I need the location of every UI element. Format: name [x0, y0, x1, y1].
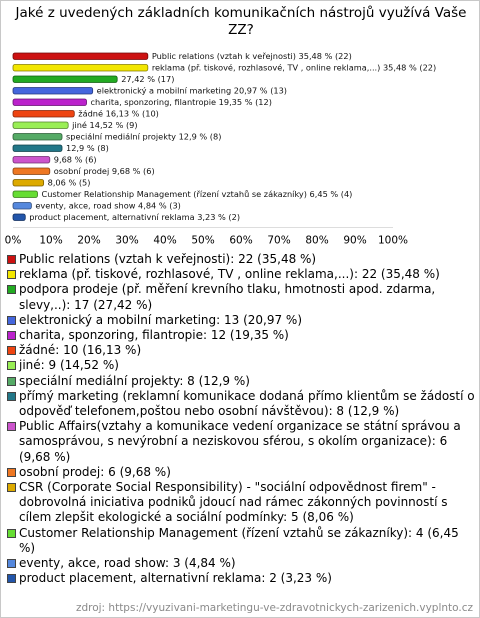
- bar-label-6: žádné 16,13 % (10): [78, 108, 159, 119]
- legend-swatch: [7, 255, 16, 264]
- x-axis: [5, 228, 408, 247]
- bar-10: [13, 157, 50, 164]
- bar-6: [13, 111, 74, 118]
- legend-label: podpora prodeje (př. měření krevního tlaku, hmotnosti apod. zdarma, slevy,..): 17 (27,42 %): [19, 282, 436, 312]
- bar-3: [13, 76, 117, 83]
- legend-swatch: [7, 270, 16, 279]
- legend-swatch: [7, 285, 16, 294]
- legend-swatch: [7, 316, 16, 325]
- bar-12: [13, 180, 44, 187]
- bar-label-12: 8,06 % (5): [47, 177, 91, 188]
- legend-label: Public relations (vztah k veřejnosti): 22 (35,48 %): [19, 252, 317, 266]
- source-note: zdroj: https://vyuzivani-marketingu-ve-zdravotnickych-zarizenich.vyplnto.cz: [75, 602, 473, 614]
- bar-label-10: 9,68 % (6): [53, 154, 97, 165]
- legend-item: [7, 556, 477, 571]
- bar-1: [13, 53, 148, 60]
- legend-label: Customer Relationship Management (řízení vztahů se zákazníky): 4 (6,45 %): [19, 525, 459, 555]
- chart-title: Jaké z uvedených základních komunikačních nástrojů využívá Vaše ZZ?: [15, 5, 467, 38]
- legend-item: [7, 374, 477, 389]
- legend-label: jiné: 9 (14,52 %): [19, 358, 119, 373]
- bar-5: [13, 99, 87, 106]
- legend-item: [7, 313, 477, 328]
- bar-label-9: 12,9 % (8): [66, 143, 109, 153]
- legend-swatch: [7, 331, 16, 340]
- legend-swatch: [7, 483, 16, 492]
- bar-8: [13, 134, 62, 141]
- x-tick-label: 40%: [153, 234, 177, 247]
- legend-label: elektronický a mobilní marketing: 13 (20,97 %): [19, 312, 302, 327]
- x-tick-label: 50%: [191, 234, 215, 247]
- x-tick-label: 60%: [229, 234, 253, 247]
- legend-item: [7, 252, 477, 267]
- legend-swatch: [7, 346, 16, 355]
- x-tick-label: 100%: [377, 234, 409, 247]
- bar-9: [13, 145, 62, 152]
- legend-swatch: [7, 392, 16, 401]
- legend-label: charita, sponzoring, filantropie: 12 (19,35 %): [19, 328, 289, 343]
- bar-label-1: Public relations (vztah k veřejnosti) 35,48 % (22): [151, 51, 352, 61]
- legend-swatch: [7, 529, 16, 538]
- bar-label-13: Customer Relationship Management (řízení vztahů se zákazníky) 6,45 % (4): [41, 189, 353, 199]
- bar-7: [13, 122, 68, 129]
- bar-label-4: elektronický a mobilní marketing 20,97 % (13): [96, 85, 288, 96]
- legend-item: [7, 328, 477, 343]
- legend-item: [7, 480, 477, 526]
- legend-item: [7, 571, 477, 586]
- x-tick-label: 70%: [267, 234, 291, 247]
- legend-label: přímý marketing (reklamní komunikace dodaná přímo klientům se žádostí o odpověď telefonem,poštou nebo osobní návštěvou): 8 (12,9 %): [19, 388, 475, 419]
- legend-swatch: [7, 574, 16, 583]
- legend: [7, 252, 477, 586]
- legend-swatch: [7, 361, 16, 370]
- legend-swatch: [7, 468, 16, 477]
- bar-11: [13, 168, 50, 175]
- x-tick-label: 20%: [77, 234, 101, 247]
- legend-label: product placement, alternativní reklama: 2 (3,23 %): [19, 571, 332, 586]
- legend-item: [7, 343, 477, 358]
- legend-label: CSR (Corporate Social Responsibility) - "sociální odpovědnost firem" - dobrovolná iniciativa podniků jdoucí nad rámec zákonných povinností s cílem zlepšit ekologické a sociální podmínky: 5 (8,06 %): [19, 480, 448, 525]
- x-tick-label: 10%: [39, 234, 63, 247]
- bar-15: [13, 214, 25, 221]
- bar-chart: [1, 49, 480, 247]
- legend-swatch: [7, 377, 16, 386]
- bar-2: [13, 65, 148, 72]
- legend-item: [7, 358, 477, 373]
- legend-label: žádné: 10 (16,13 %): [19, 343, 142, 358]
- x-tick-label: 80%: [305, 234, 329, 247]
- bar-label-8: speciální mediální projekty 12,9 % (8): [66, 131, 222, 142]
- legend-item: [7, 282, 477, 312]
- bar-label-5: charita, sponzoring, filantropie 19,35 % (12): [90, 97, 272, 107]
- x-tick-label: 0%: [4, 234, 22, 247]
- legend-item: [7, 267, 477, 282]
- legend-label: reklama (př. tiskové, rozhlasové, TV , online reklama,...): 22 (35,48 %): [19, 267, 440, 282]
- bar-14: [13, 203, 31, 210]
- legend-label: speciální mediální projekty: 8 (12,9 %): [19, 373, 250, 388]
- legend-label: Public Affairs(vztahy a komunikace vedení organizace se státní správou a samosprávou, s nevýrobní a neziskovou sférou, s okolím organizace): 6 (9,68 %): [19, 419, 461, 464]
- bar-label-15: product placement, alternativní reklama 3,23 % (2): [29, 212, 241, 222]
- x-tick-label: 30%: [115, 234, 139, 247]
- bar-label-3: 27,42 % (17): [121, 74, 175, 84]
- x-tick-label: 90%: [343, 234, 367, 247]
- legend-label: eventy, akce, road show: 3 (4,84 %): [19, 556, 236, 571]
- legend-item: [7, 526, 477, 556]
- bars-layer: [13, 51, 436, 222]
- legend-label: osobní prodej: 6 (9,68 %): [19, 464, 171, 479]
- bar-label-2: reklama (př. tiskové, rozhlasové, TV , online reklama,...) 35,48 % (22): [151, 62, 437, 73]
- legend-swatch: [7, 422, 16, 431]
- legend-item: [7, 389, 477, 419]
- legend-item: [7, 465, 477, 480]
- legend-swatch: [7, 559, 16, 568]
- bar-label-7: jiné 14,52 % (9): [72, 120, 138, 130]
- bar-label-14: eventy, akce, road show 4,84 % (3): [35, 200, 181, 211]
- bar-label-11: osobní prodej 9,68 % (6): [53, 166, 155, 176]
- bar-4: [13, 88, 93, 95]
- legend-item: [7, 419, 477, 465]
- bar-13: [13, 191, 38, 198]
